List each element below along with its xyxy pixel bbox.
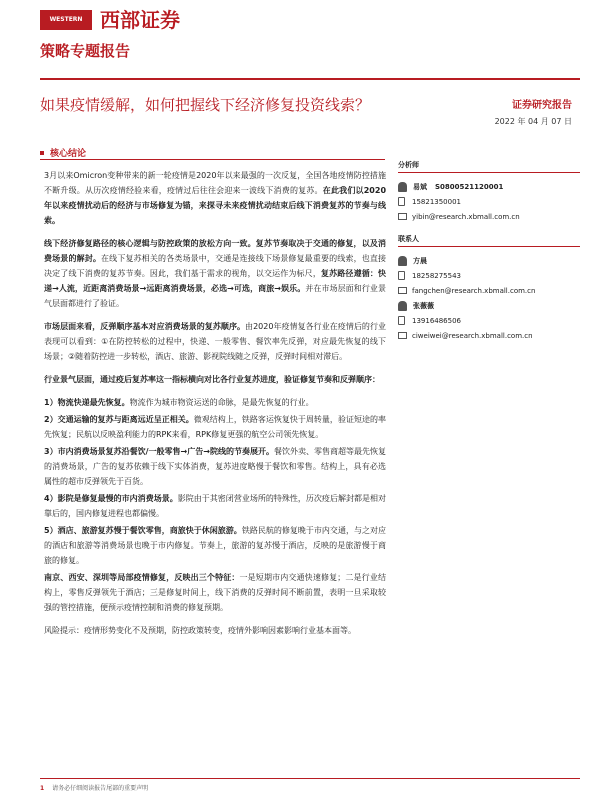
paragraph-text: 铁路民航的修复晚于市内交通，与之对应的酒店和旅游等消费场景也晚于市内修复。节奏上，旅游的复苏慢于酒店，反映的是旅游慢于商旅的修复。 — [44, 526, 386, 565]
paragraph-lead: 市场层面来看，反弹顺序基本对应消费场景的复苏顺序。 — [44, 322, 246, 331]
phone-icon — [398, 271, 405, 280]
paragraph-text: 一是短期市内交通快速修复；二是行业结构上，零售反弹领先于酒店；三是修复时间上，线下消费的反弹时间不断前置，表明一旦采取较强的管控措施，便预示疫情控制和消费的修复预期。 — [44, 573, 387, 612]
paragraph-text: 在线下复苏相关的各类场景中，交通是连接线下场景修复最重要的线索，也直接决定了线下消费的复苏节奏。因此，我们基于需求的视角，以交运作为标尺， — [44, 254, 387, 278]
paragraph — [44, 623, 386, 638]
phone-icon — [398, 197, 405, 206]
contact-heading: 联系人 — [398, 234, 580, 247]
mail-icon — [398, 332, 407, 339]
paragraph — [44, 444, 386, 489]
paragraph — [44, 395, 386, 410]
brand-name: 西部证券 — [100, 8, 180, 32]
contact2-email-row — [398, 328, 580, 343]
paragraph — [44, 491, 386, 521]
paragraph-text: 物流作为城市物资运送的命脉，是最先恢复的行业。 — [129, 398, 314, 407]
paragraph-lead: 5）酒店、旅游复苏慢于餐饮零售，商旅快于休闲旅游。 — [44, 526, 242, 535]
paragraph-text: 餐饮外卖、零售商超等最先恢复的消费场景，广告的复苏依赖于线下实体消费，复苏进度略慢于餐饮和零售。结构上，具有必选属性的超市反弹领先于百货。 — [44, 447, 386, 486]
analyst-phone: 15821350001 — [412, 197, 461, 206]
contact1-row — [398, 253, 580, 268]
paragraph-text: 影院由于其密闭营业场所的特殊性，历次疫后解封都是相对靠后的，国内修复进程也都偏慢。 — [44, 494, 386, 518]
contact2-name: 张薇薇 — [413, 301, 434, 310]
footer-divider — [40, 778, 580, 779]
page-number: 1 — [40, 785, 45, 792]
report-type: 证券研究报告 — [512, 100, 572, 111]
contact1-name: 方晨 — [413, 256, 427, 265]
analyst-heading: 分析师 — [398, 160, 580, 173]
contact1-phone: 18258275543 — [412, 271, 461, 280]
analyst-email-row — [398, 209, 580, 224]
contact1-phone-row — [398, 268, 580, 283]
section-heading: 核心结论 — [40, 146, 385, 160]
paragraph-text: 微观结构上，铁路客运恢复快于周转量，验证短途的率先恢复；民航以反映盈利能力的RPK来看，RPK修复更强的航空公司领先恢复。 — [44, 415, 386, 439]
bullet-icon — [40, 151, 44, 155]
mail-icon — [398, 213, 407, 220]
paragraph — [44, 168, 386, 228]
analyst-name: 易斌 — [413, 182, 427, 191]
header — [0, 0, 600, 32]
body-text — [44, 168, 386, 646]
paragraph-lead: 4）影院是修复最慢的市内消费场景。 — [44, 494, 178, 503]
person-icon — [398, 301, 407, 311]
paragraph-emphasis: 在此我们以2020年以来疫情扰动后的经济与市场修复为锚，来探寻未来疫情扰动结束后线下消费复苏的节奏与线索。 — [44, 186, 387, 225]
paragraph-tail: 并在市场层面和行业景气层面都进行了验证。 — [44, 284, 387, 308]
paragraph-text: 风险提示：疫情形势变化不及预期，防控政策转变，疫情外影响因素影响行业基本面等。 — [44, 626, 356, 635]
paragraph — [44, 570, 386, 615]
phone-icon — [398, 316, 405, 325]
sidebar — [398, 160, 580, 343]
analyst-email[interactable]: yibin@research.xbmall.com.cn — [412, 212, 520, 221]
contact2-email[interactable]: ciweiwei@research.xbmall.com.cn — [412, 331, 533, 340]
mail-icon — [398, 287, 407, 294]
paragraph-text: 3月以来Omicron变种带来的新一轮疫情是2020年以来最强的一次反复，全国各地疫情防控措施不断升级。从历次疫情经验来看，疫情过后往往会迎来一波线下消费的复苏。 — [44, 171, 386, 195]
analyst-row — [398, 179, 580, 194]
paragraph — [44, 372, 386, 387]
paragraph-text: 由2020年疫情复各行业在疫情后的行业表现可以看到：①在防控转松的过程中，快递、一般零售、餐饮率先反弹，对应最先恢复的线下场景；②随着防控进一步转松，酒店、旅游、影视院线随之反弹，反弹时间相对滞后。 — [44, 322, 387, 361]
contact2-row — [398, 298, 580, 313]
contact1-email[interactable]: fangchen@research.xbmall.com.cn — [412, 286, 536, 295]
paragraph-lead: 南京、西安、深圳等局部疫情修复，反映出三个特征： — [44, 573, 240, 582]
doc-type: 策略专题报告 — [40, 42, 131, 60]
header-divider — [40, 78, 580, 80]
contact1-email-row — [398, 283, 580, 298]
report-date: 2022 年 04 月 07 日 — [494, 117, 572, 126]
contact2-phone-row — [398, 313, 580, 328]
paragraph — [44, 236, 386, 311]
footer-note: 请务必仔细阅读报告尾部的重要声明 — [52, 785, 149, 792]
brand-logo: WESTERN — [40, 10, 92, 30]
paragraph — [44, 319, 386, 364]
paragraph-emphasis: 复苏路径遵循：快递→人流，近距离消费场景→远距离消费场景，必选→可选，商旅→娱乐。 — [44, 269, 387, 293]
footer — [40, 783, 148, 792]
analyst-phone-row — [398, 194, 580, 209]
analyst-cert: S0800521120001 — [435, 182, 504, 191]
paragraph-lead: 2）交通运输的复苏与距离远近呈正相关。 — [44, 415, 194, 424]
paragraph-lead: 线下经济修复路径的核心逻辑与防控政策的放松方向一致。复苏节奏取决于交通的修复，以及消费场景的解封。 — [44, 239, 386, 263]
paragraph-lead: 行业景气层面，通过疫后复苏率这一指标横向对比各行业复苏进度，验证修复节奏和反弹顺序： — [44, 375, 380, 384]
paragraph-lead: 3）市内消费场景复苏沿餐饮/一般零售→广告→院线的节奏展开。 — [44, 447, 274, 456]
page-title: 如果疫情缓解，如何把握线下经济修复投资线索？ — [40, 96, 371, 114]
paragraph — [44, 523, 386, 568]
paragraph — [44, 412, 386, 442]
person-icon — [398, 256, 407, 266]
contact2-phone: 13916486506 — [412, 316, 461, 325]
paragraph-lead: 1）物流快递最先恢复。 — [44, 398, 130, 407]
person-icon — [398, 182, 407, 192]
